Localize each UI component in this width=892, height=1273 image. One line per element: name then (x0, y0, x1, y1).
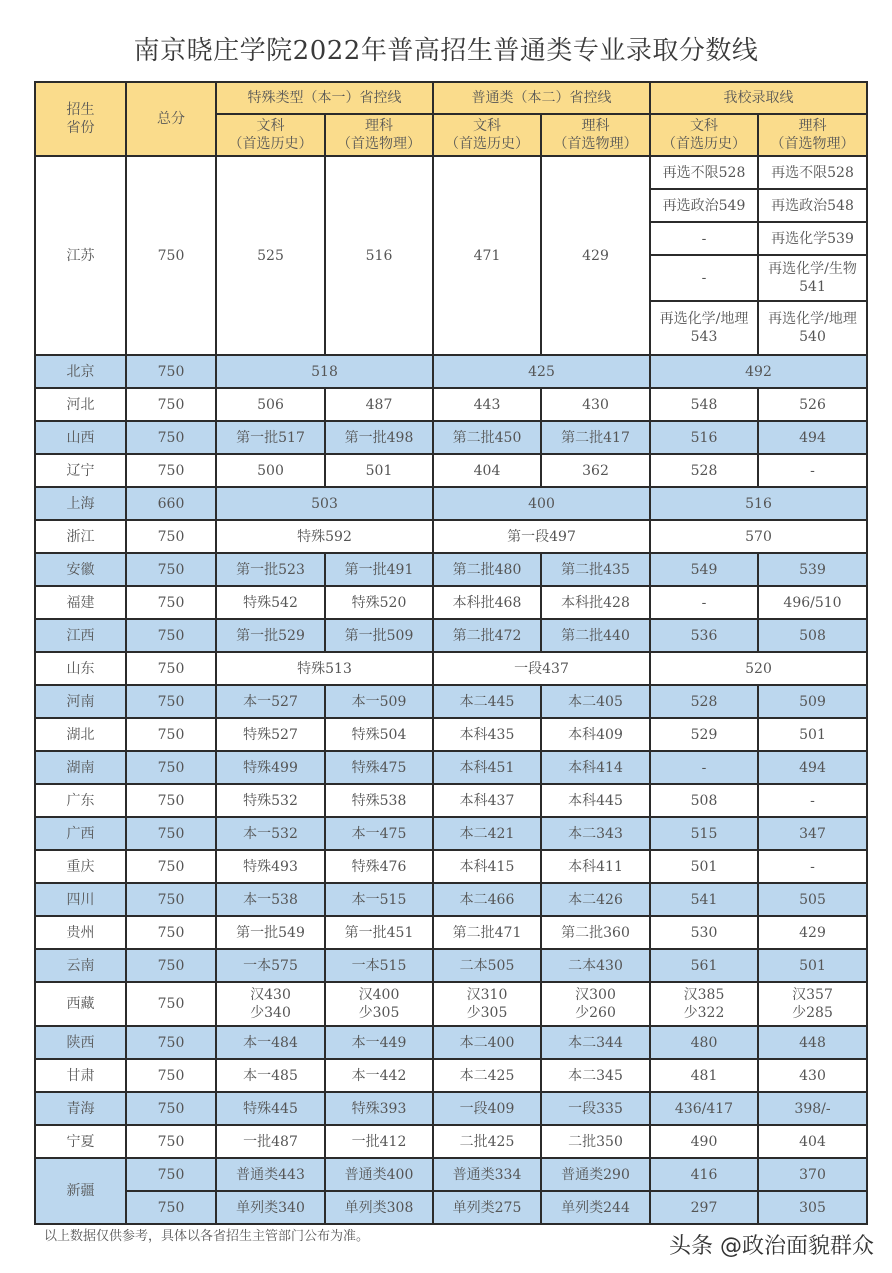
score-cell: 二本430 (541, 949, 650, 982)
header-wen: 文科 （首选历史） (650, 114, 758, 156)
score-cell: 536 (650, 619, 758, 652)
total-cell: 750 (126, 520, 216, 553)
score-cell: - (758, 784, 867, 817)
total-cell: 750 (126, 619, 216, 652)
table-row (35, 388, 867, 421)
total-cell: 750 (126, 156, 216, 355)
table-row (35, 1092, 867, 1125)
score-cell: 509 (758, 685, 867, 718)
score-cell: 本二426 (541, 883, 650, 916)
score-cell: 单列类308 (325, 1191, 433, 1224)
score-cell: 492 (650, 355, 867, 388)
table-row (35, 883, 867, 916)
score-cell: 第一批523 (216, 553, 325, 586)
header-school-line: 我校录取线 (650, 82, 867, 114)
header-li: 理科 （首选物理） (541, 114, 650, 156)
score-cell: 520 (650, 652, 867, 685)
score-cell: 480 (650, 1026, 758, 1059)
score-cell: 本一442 (325, 1059, 433, 1092)
score-cell: 430 (541, 388, 650, 421)
score-cell: 普通类334 (433, 1158, 541, 1191)
province-cell: 云南 (35, 949, 126, 982)
score-cell: 一批487 (216, 1125, 325, 1158)
score-cell: 第一批529 (216, 619, 325, 652)
score-cell: 448 (758, 1026, 867, 1059)
total-cell: 750 (126, 949, 216, 982)
score-cell: 501 (758, 949, 867, 982)
score-line: 少260 (575, 1005, 616, 1021)
score-cell: 特殊445 (216, 1092, 325, 1125)
score-cell: 特殊527 (216, 718, 325, 751)
score-cell: 第二批435 (541, 553, 650, 586)
score-cell: 503 (216, 487, 433, 520)
score-cell: 本科批468 (433, 586, 541, 619)
header-wen: 文科 （首选历史） (216, 114, 325, 156)
score-cell: 本二425 (433, 1059, 541, 1092)
page-title: 南京晓庄学院2022年普高招生普通类专业录取分数线 (133, 36, 759, 66)
score-cell: 516 (650, 421, 758, 454)
score-cell: 单列类340 (216, 1191, 325, 1224)
province-cell: 江西 (35, 619, 126, 652)
table-row (35, 916, 867, 949)
table-row (35, 850, 867, 883)
table-row (35, 586, 867, 619)
score-cell: 370 (758, 1158, 867, 1191)
total-cell: 750 (126, 850, 216, 883)
score-cell: 443 (433, 388, 541, 421)
total-cell: 750 (126, 1191, 216, 1224)
table-row-xizang (35, 982, 867, 1026)
score-cell (325, 982, 433, 1026)
score-cell: 471 (433, 156, 541, 355)
province-cell: 浙江 (35, 520, 126, 553)
province-cell: 广西 (35, 817, 126, 850)
score-cell: 第二批417 (541, 421, 650, 454)
score-cell: - (650, 751, 758, 784)
score-cell (758, 982, 867, 1026)
score-cell: 本科437 (433, 784, 541, 817)
total-cell: 750 (126, 751, 216, 784)
total-cell: 750 (126, 784, 216, 817)
province-cell: 山东 (35, 652, 126, 685)
score-cell: 特殊520 (325, 586, 433, 619)
score-cell: 一段409 (433, 1092, 541, 1125)
province-cell: 贵州 (35, 916, 126, 949)
score-cell: 500 (216, 454, 325, 487)
total-cell: 750 (126, 718, 216, 751)
score-cell: 425 (433, 355, 650, 388)
score-cell: 第一段497 (433, 520, 650, 553)
score-cell: 548 (650, 388, 758, 421)
province-cell: 宁夏 (35, 1125, 126, 1158)
score-cell: 506 (216, 388, 325, 421)
score-cell: 本科445 (541, 784, 650, 817)
score-cell: 特殊499 (216, 751, 325, 784)
score-cell: 508 (650, 784, 758, 817)
score-line: 少305 (358, 1005, 400, 1021)
score-cell: 再选不限528 (758, 156, 867, 189)
score-line: 汉385 (683, 987, 725, 1003)
score-cell: 再选化学/地理 540 (758, 301, 867, 355)
table-row (35, 520, 867, 553)
score-cell: 398/- (758, 1092, 867, 1125)
score-cell: 508 (758, 619, 867, 652)
score-cell: 487 (325, 388, 433, 421)
score-cell: 481 (650, 1059, 758, 1092)
score-cell: 第一批451 (325, 916, 433, 949)
score-cell: 普通类290 (541, 1158, 650, 1191)
total-cell: 750 (126, 817, 216, 850)
admission-scores-table (34, 81, 868, 1225)
table-row (35, 652, 867, 685)
score-cell: 特殊532 (216, 784, 325, 817)
score-cell: 436/417 (650, 1092, 758, 1125)
total-cell: 750 (126, 1059, 216, 1092)
score-cell: 561 (650, 949, 758, 982)
table-row (35, 355, 867, 388)
table-row (35, 718, 867, 751)
score-cell: 再选化学/生物 541 (758, 255, 867, 301)
score-cell: 特殊538 (325, 784, 433, 817)
score-cell: 本一475 (325, 817, 433, 850)
score-cell: 490 (650, 1125, 758, 1158)
table-row (35, 421, 867, 454)
province-cell: 安徽 (35, 553, 126, 586)
table-row (35, 949, 867, 982)
table-row (35, 685, 867, 718)
score-cell: 494 (758, 751, 867, 784)
score-cell: 429 (758, 916, 867, 949)
score-line: 少322 (683, 1005, 725, 1021)
score-cell: 二本505 (433, 949, 541, 982)
score-cell: 529 (650, 718, 758, 751)
table-row (35, 751, 867, 784)
score-cell: 本科435 (433, 718, 541, 751)
score-cell: 本科414 (541, 751, 650, 784)
score-cell: 第一批517 (216, 421, 325, 454)
score-cell: 541 (650, 883, 758, 916)
score-cell: 特殊475 (325, 751, 433, 784)
score-cell: 特殊493 (216, 850, 325, 883)
score-cell: 再选政治549 (650, 189, 758, 222)
score-cell: 494 (758, 421, 867, 454)
table-row-xinjiang (35, 1158, 867, 1191)
score-line: 汉430 (250, 987, 291, 1003)
score-cell: 单列类244 (541, 1191, 650, 1224)
score-cell: 501 (650, 850, 758, 883)
table-row (35, 817, 867, 850)
score-cell: 本一532 (216, 817, 325, 850)
score-cell (216, 982, 325, 1026)
score-line: 汉310 (466, 987, 508, 1003)
score-cell: 501 (758, 718, 867, 751)
score-cell: 第二批472 (433, 619, 541, 652)
score-cell: - (758, 850, 867, 883)
score-cell: 特殊542 (216, 586, 325, 619)
score-cell (433, 982, 541, 1026)
score-cell (541, 982, 650, 1026)
province-cell: 上海 (35, 487, 126, 520)
total-cell: 750 (126, 355, 216, 388)
score-cell: 本一484 (216, 1026, 325, 1059)
score-cell: 297 (650, 1191, 758, 1224)
score-cell: 第一批509 (325, 619, 433, 652)
score-cell: - (650, 586, 758, 619)
score-cell: 本科批428 (541, 586, 650, 619)
total-cell: 750 (126, 586, 216, 619)
province-cell: 辽宁 (35, 454, 126, 487)
score-cell: 本科451 (433, 751, 541, 784)
province-cell: 湖北 (35, 718, 126, 751)
score-line: 少285 (792, 1005, 833, 1021)
score-cell: 本二345 (541, 1059, 650, 1092)
score-cell: 单列类275 (433, 1191, 541, 1224)
score-cell: 本一485 (216, 1059, 325, 1092)
score-cell: 一本575 (216, 949, 325, 982)
score-cell: 429 (541, 156, 650, 355)
header-li: 理科 （首选物理） (758, 114, 867, 156)
score-cell: 本科415 (433, 850, 541, 883)
province-cell: 北京 (35, 355, 126, 388)
score-cell: 516 (650, 487, 867, 520)
score-cell: 再选化学539 (758, 222, 867, 255)
score-cell: 515 (650, 817, 758, 850)
score-cell: 本一509 (325, 685, 433, 718)
score-cell: 505 (758, 883, 867, 916)
total-cell: 750 (126, 1092, 216, 1125)
table-row-xinjiang (35, 1191, 867, 1224)
score-cell: 第二批450 (433, 421, 541, 454)
total-cell: 750 (126, 982, 216, 1026)
score-cell: 本二405 (541, 685, 650, 718)
score-cell: 第二批480 (433, 553, 541, 586)
score-cell: 本二466 (433, 883, 541, 916)
province-cell: 重庆 (35, 850, 126, 883)
table-row (35, 553, 867, 586)
score-cell: 再选不限528 (650, 156, 758, 189)
score-cell: 本一449 (325, 1026, 433, 1059)
score-cell: 404 (758, 1125, 867, 1158)
score-cell: 526 (758, 388, 867, 421)
total-cell: 750 (126, 652, 216, 685)
total-cell: 750 (126, 421, 216, 454)
header-special-type-line: 特殊类型（本一）省控线 (216, 82, 433, 114)
score-cell: 362 (541, 454, 650, 487)
score-cell: 第二批360 (541, 916, 650, 949)
score-cell: 530 (650, 916, 758, 949)
total-cell: 750 (126, 685, 216, 718)
score-cell: 539 (758, 553, 867, 586)
score-cell: 本二343 (541, 817, 650, 850)
score-cell: 本二445 (433, 685, 541, 718)
total-cell: 750 (126, 916, 216, 949)
header-total: 总分 (126, 82, 216, 156)
score-cell: 本二400 (433, 1026, 541, 1059)
score-cell: 本二344 (541, 1026, 650, 1059)
province-cell: 福建 (35, 586, 126, 619)
score-cell: 416 (650, 1158, 758, 1191)
score-cell: 第一批498 (325, 421, 433, 454)
score-cell: - (650, 222, 758, 255)
province-cell: 陕西 (35, 1026, 126, 1059)
header-regular-line: 普通类（本二）省控线 (433, 82, 650, 114)
total-cell: 750 (126, 1026, 216, 1059)
score-line: 汉400 (358, 987, 400, 1003)
total-cell: 750 (126, 1158, 216, 1191)
score-cell: 普通类443 (216, 1158, 325, 1191)
table-row (35, 454, 867, 487)
score-cell: 347 (758, 817, 867, 850)
score-cell: 普通类400 (325, 1158, 433, 1191)
score-cell: 一批412 (325, 1125, 433, 1158)
province-cell: 河北 (35, 388, 126, 421)
total-cell: 750 (126, 388, 216, 421)
score-cell: 特殊393 (325, 1092, 433, 1125)
table-row (35, 619, 867, 652)
score-cell: 528 (650, 454, 758, 487)
score-cell: 特殊504 (325, 718, 433, 751)
score-cell: 第二批471 (433, 916, 541, 949)
score-cell: 二批350 (541, 1125, 650, 1158)
watermark: 头条 @政治面貌群众 (669, 1234, 874, 1259)
score-cell (650, 982, 758, 1026)
score-cell: 549 (650, 553, 758, 586)
score-line: 汉357 (792, 987, 833, 1003)
score-line: 少340 (250, 1005, 291, 1021)
header-province: 招生 省份 (35, 82, 126, 156)
score-cell: 第一批491 (325, 553, 433, 586)
score-cell: 本一527 (216, 685, 325, 718)
score-cell: 501 (325, 454, 433, 487)
header-li: 理科 （首选物理） (325, 114, 433, 156)
score-cell: 305 (758, 1191, 867, 1224)
score-cell: 第二批440 (541, 619, 650, 652)
province-cell: 四川 (35, 883, 126, 916)
province-cell: 广东 (35, 784, 126, 817)
table-row (35, 487, 867, 520)
total-cell: 750 (126, 454, 216, 487)
score-line: 少305 (466, 1005, 508, 1021)
score-cell: 特殊476 (325, 850, 433, 883)
province-cell: 西藏 (35, 982, 126, 1026)
score-cell: 本科411 (541, 850, 650, 883)
score-cell: 一段335 (541, 1092, 650, 1125)
score-cell: 404 (433, 454, 541, 487)
table-row (35, 1125, 867, 1158)
score-cell: 400 (433, 487, 650, 520)
score-cell: 二批425 (433, 1125, 541, 1158)
score-cell: 再选化学/地理 543 (650, 301, 758, 355)
total-cell: 750 (126, 1125, 216, 1158)
disclaimer-note: 以上数据仅供参考，具体以各省招生主管部门公布为准。 (44, 1229, 370, 1244)
score-cell: 第一批549 (216, 916, 325, 949)
score-cell: 528 (650, 685, 758, 718)
score-cell: 本科409 (541, 718, 650, 751)
score-cell: 再选政治548 (758, 189, 867, 222)
score-cell: 516 (325, 156, 433, 355)
province-cell: 山西 (35, 421, 126, 454)
province-cell: 甘肃 (35, 1059, 126, 1092)
province-cell: 新疆 (35, 1158, 126, 1224)
total-cell: 660 (126, 487, 216, 520)
score-cell: 本二421 (433, 817, 541, 850)
score-cell: 570 (650, 520, 867, 553)
total-cell: 750 (126, 553, 216, 586)
table-row (35, 1026, 867, 1059)
total-cell: 750 (126, 883, 216, 916)
province-cell: 江苏 (35, 156, 126, 355)
score-cell: 特殊513 (216, 652, 433, 685)
table-row (35, 784, 867, 817)
score-cell: 525 (216, 156, 325, 355)
header-wen: 文科 （首选历史） (433, 114, 541, 156)
score-cell: 518 (216, 355, 433, 388)
score-cell: - (758, 454, 867, 487)
score-cell: 一本515 (325, 949, 433, 982)
score-cell: 496/510 (758, 586, 867, 619)
table-row (35, 1059, 867, 1092)
score-line: 汉300 (575, 987, 616, 1003)
score-cell: 本一538 (216, 883, 325, 916)
province-cell: 青海 (35, 1092, 126, 1125)
score-cell: 特殊592 (216, 520, 433, 553)
score-cell: 一段437 (433, 652, 650, 685)
table-row-jiangsu (35, 156, 867, 189)
province-cell: 湖南 (35, 751, 126, 784)
score-cell: 430 (758, 1059, 867, 1092)
score-cell: - (650, 255, 758, 301)
province-cell: 河南 (35, 685, 126, 718)
score-cell: 本一515 (325, 883, 433, 916)
